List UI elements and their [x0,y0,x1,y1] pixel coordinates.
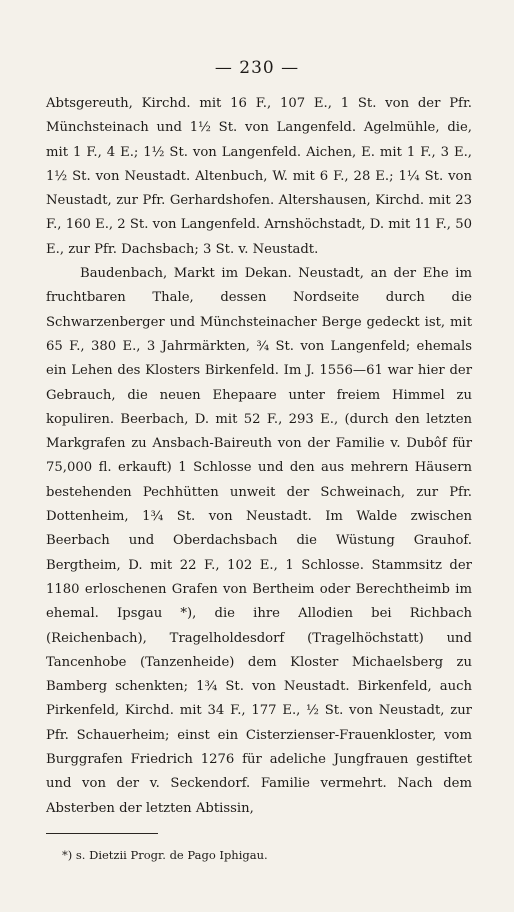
footnote-divider [46,833,158,834]
body-text [46,92,472,821]
page-number: — 230 — [214,58,300,78]
paragraph-abtsgereuth: Abtsgereuth, Kirchd. mit 16 F., 107 E., 1 St. von der Pfr. Münchsteinach und 1½ St. von Langenfeld. Agelmühle, die, mit 1 F., 4 E.; 1½ St. von Langenfeld. Aichen, E. mit 1 F., 3 E., 1½ St. von Neustadt. Altenbuch, W. mit 6 F., 28 E.; 1¼ St. von Neustadt, zur Pfr. Gerhardshofen. Altershausen, Kirchd. mit 23 F., 160 E., 2 St. von Langenfeld. Arnshöchstadt, D. mit 11 F., 50 E., zur Pfr. Dachsbach; 3 St. v. Neustadt. [46,96,472,257]
footnote: *) s. Dietzii Progr. de Pago Iphigau. [62,848,268,862]
paragraph-baudenbach: Baudenbach, Markt im Dekan. Neustadt, an der Ehe im fruchtbaren Thale, dessen Nordseite durch die Schwarzenberger und Münchsteinacher Berge gedeckt ist, mit 65 F., 380 E., 3 Jahrmärkten, ¾ St. von Langenfeld; ehemals ein Lehen des Klosters Birkenfeld. Im J. 1556—61 war hier der Gebrauch, die neuen Ehepaare unter freiem Himmel zu kopuliren. Beerbach, D. mit 52 F., 293 E., (durch den letzten Markgrafen zu Ansbach-Baireuth von der Familie v. Dubôf für 75,000 fl. erkauft) 1 Schlosse und den aus mehrern Häusern bestehenden Pechhütten unweit der Schweinach, zur Pfr. Dottenheim, 1¾ St. von Neustadt. Im Walde zwischen Beerbach und Oberdachsbach die Wüstung Grauhof. Bergtheim, D. mit 22 F., 102 E., 1 Schlosse. Stammsitz der 1180 erloschenen Grafen von Bertheim oder Berechtheimb im ehemal. Ipsgau *), die ihre Allodien bei Richbach (Reichenbach), Tragelholdesdorf (Tragelhöchstatt) und Tancenhobe (Tanzenheide) dem Kloster Michaelsberg zu Bamberg schenkten; 1¾ St. von Neustadt. Birkenfeld, auch Pirkenfeld, Kirchd. mit 34 F., 177 E., ½ St. von Neustadt, zur Pfr. Schauerheim; einst ein Cisterzienser-Frauenkloster, vom Burggrafen Friedrich 1276 für adeliche Jungfrauen gestiftet und von der v. Seckendorf. Familie vermehrt. Nach dem Absterben der letzten Abtissin, [46,266,472,816]
